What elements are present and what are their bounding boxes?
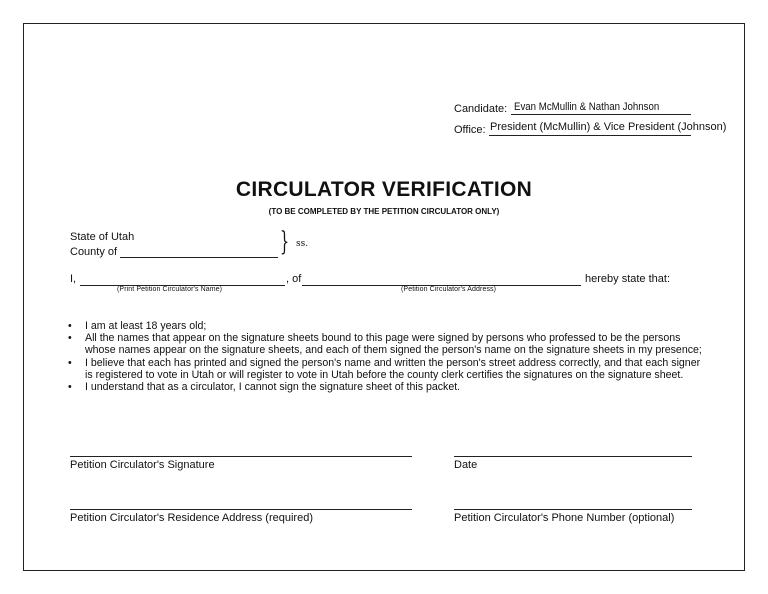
page-subtitle: (TO BE COMPLETED BY THE PETITION CIRCULATOR ONLY) — [268, 207, 500, 216]
residence-address-line[interactable] — [70, 509, 412, 510]
circulator-address-field[interactable] — [302, 272, 581, 286]
bullet-item — [68, 381, 708, 393]
page-title: CIRCULATOR VERIFICATION — [235, 178, 533, 201]
brace-symbol: } — [280, 227, 290, 257]
circulator-name-field[interactable] — [80, 272, 285, 286]
candidate-label: Candidate: — [454, 103, 508, 115]
candidate-value: Evan McMullin & Nathan Johnson — [514, 101, 660, 113]
bullet-text: All the names that appear on the signature sheets bound to this page were signed by persons who professed to be the persons whose names appear on the signature sheets, and each of them signed the person's name on the signature sheets in my presence; — [85, 332, 702, 357]
bullet-icon: • — [68, 332, 72, 345]
candidate-field — [511, 97, 691, 115]
address-caption: (Petition Circulator's Address) — [401, 286, 497, 293]
statement-of: , of — [286, 273, 302, 285]
statement-suffix: hereby state that: — [585, 273, 670, 285]
bullet-item — [68, 332, 708, 356]
ss-label: ss. — [296, 239, 309, 249]
bullet-text: I am at least 18 years old; — [85, 320, 207, 332]
statement-bullet-list — [68, 320, 708, 393]
office-value: President (McMullin) & Vice President (Johnson) — [490, 121, 727, 133]
phone-number-label: Petition Circulator's Phone Number (optional) — [454, 512, 675, 524]
phone-number-line[interactable] — [454, 509, 692, 510]
bullet-icon: • — [68, 381, 72, 394]
county-field[interactable] — [120, 245, 278, 258]
office-label: Office: — [454, 124, 486, 136]
signature-label: Petition Circulator's Signature — [70, 459, 215, 471]
bullet-item — [68, 320, 708, 332]
state-label: State of Utah — [70, 231, 135, 243]
bullet-text: I believe that each has printed and signed the person's name and written the person's street address correctly, and that each signer is registered to vote in Utah or will register to vote in Utah before the county clerk certifies the signatures on the signature sheet. — [85, 356, 701, 381]
bullet-text: I understand that as a circulator, I cannot sign the signature sheet of this packet. — [85, 381, 461, 394]
residence-address-label: Petition Circulator's Residence Address (required) — [70, 512, 313, 524]
bullet-icon: • — [68, 356, 72, 369]
bullet-icon: • — [68, 320, 72, 332]
bullet-item — [68, 357, 708, 381]
date-line[interactable] — [454, 456, 692, 457]
statement-prefix: I, — [70, 273, 77, 285]
name-caption: (Print Petition Circulator's Name) — [117, 286, 223, 293]
date-label: Date — [454, 459, 478, 471]
signature-line[interactable] — [70, 456, 412, 457]
county-label: County of — [70, 246, 118, 258]
